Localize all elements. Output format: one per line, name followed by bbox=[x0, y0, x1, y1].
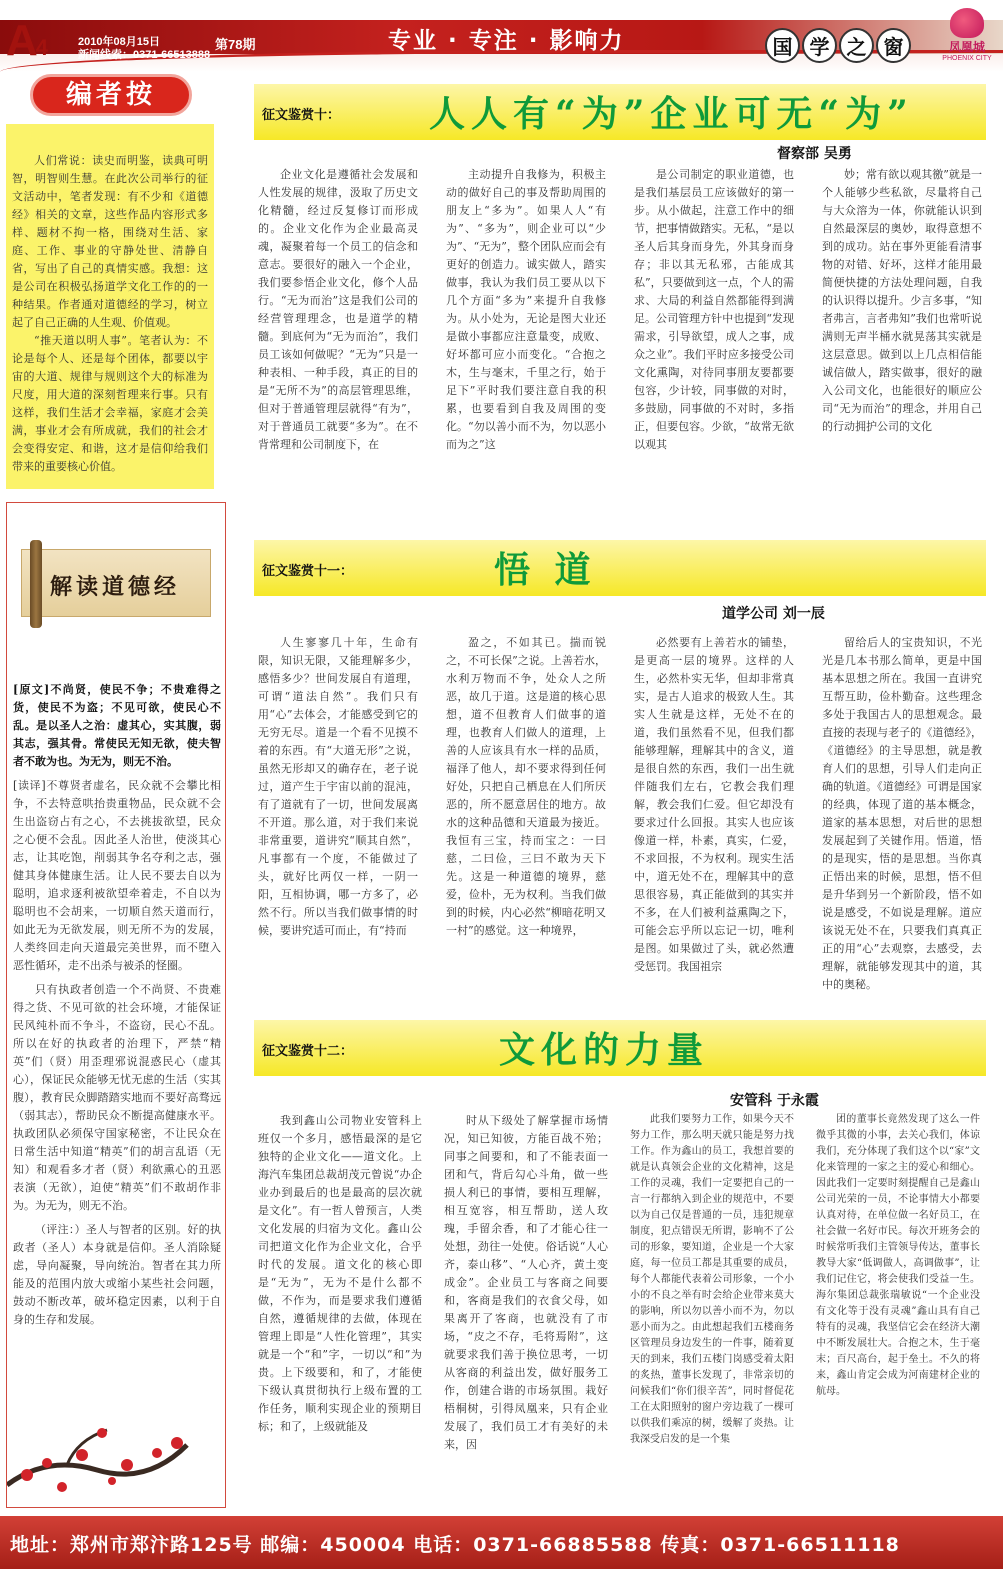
logo-subtitle: PHOENIX CITY bbox=[942, 55, 992, 62]
column-char: 学 bbox=[802, 28, 837, 63]
editor-note-paragraph: “推天道以明人事”。笔者认为：不论是每个人、还是每个团体，都要以宇宙的大道、规律与规则这个大的标准为尺度，用大道的深刻哲理来行事。只有这样，我们生活才会幸福，家庭才会美满，事业才会有所成就，我们的社会才会变得安定、和谐，这才是信仰给我们带来的重要核心价值。 bbox=[12, 334, 208, 473]
article-10-author: 督察部 吴勇 bbox=[777, 146, 852, 162]
article-12-title: 文化的力量 bbox=[499, 1029, 710, 1071]
article-12-header bbox=[254, 1020, 986, 1076]
article-10-title: 人人有“为”企业可无“为” bbox=[429, 93, 914, 135]
article-11-text: 盈之，不如其已。揣而锐之，不可长保”之说。上善若水，水利万物而不争，处众人之所恶，故几于道。这是道的核心思想，道不但教育人们做事的道理，也教育人们做人的道理，上善的人应该具有水一样的品质，福泽了他人，却不要求得到任何好处，只把自己栖息在人们所厌恶的，所不愿意居住的地方。故水的这种品德和天道最为接近。我恒有三宝，持而宝之：一曰慈，二曰俭，三曰不敢为天下先。这是一种道德的境界，慈爱，俭朴，无为权利。当我们做到的时候，内心必然“柳暗花明又一村”的感觉。这一种境界， bbox=[446, 636, 606, 937]
article-12-col bbox=[816, 1112, 980, 1454]
article-11-text: 留给后人的宝贵知识，不光光是几本书那么简单，更是中国基本思想之所在。我国一直讲究互帮互助，俭朴勤奋。这些理念多处于我国古人的思想观念。最直接的表现与老子的《道德经》，《道德经》的主导思想，就是教育人们的思想，引导人们走向正确的轨道。《道德经》可谓是国家的经典，体现了道的基本概念，道家的基本思想，对后世的思想发展起到了关键作用。悟道，悟的是现实，悟的是思想。当你真正悟出来的时候，思想，悟不但是升华到另一个新阶段，悟不如说是感受，不如说是理解。道应该说无处不在，只要我们真真正正的用“心”去观察，去感受，去理解，就能够发现其中的道，其中的奥秘。 bbox=[822, 636, 982, 991]
column-char: 窗 bbox=[876, 28, 911, 63]
column-char: 国 bbox=[765, 28, 800, 63]
article-12-body bbox=[258, 1112, 980, 1454]
article-11-tag: 征文鉴赏十一： bbox=[262, 564, 354, 579]
article-10-text: 主动提升自我修为，积极主动的做好自己的事及帮助周围的朋友上“多为”。如果人人“有为”、“多为”，则企业可以“少为”、“无为”，整个团队应而会有更好的创造力。诚实做人，踏实做事，我认为我们员工要从以下几个方面“多为”来提升自我修为。从小处为，无论是图大业还是做小事都应注意量变，成败、好坏都可应小而变化。“合抱之木，生与毫末，千里之行，始于足下”平时我们要注意自我的积累，也要看到自我及周围的变化。“勿以善小而不为，勿以恶小而为之”这 bbox=[446, 168, 606, 451]
article-10-col bbox=[258, 166, 418, 454]
article-10-col bbox=[634, 166, 794, 454]
article-11-text: 必然要有上善若水的铺垫，是更高一层的境界。这样的人生，必然朴实无华，但却非常真实，是古人追求的极致人生。其实人生就是这样，无处不在的道，我们虽然看不见，但我们都能够理解，理解其中的含义，道是很自然的东西，我们一出生就伴随我们左右，它教会我们理解，教会我们仁爱。但它却没有要求过什么回报。其实人也应该像道一样，朴素，真实，仁爱，不求回报，不为权利。现实生活中，道无处不在，理解其中的意思很容易，真正能做到的其实并不多，在人们被利益熏陶之下，可能会忘乎所以忘记一切，唯利是图。如果做过了头，就必然遭受惩罚。我国祖宗 bbox=[634, 636, 794, 973]
article-12-col bbox=[444, 1112, 608, 1454]
editor-note-box bbox=[6, 124, 214, 489]
article-11-body bbox=[258, 634, 982, 994]
page-num: 4 bbox=[35, 35, 47, 60]
article-11-col bbox=[446, 634, 606, 994]
article-10-header bbox=[254, 84, 986, 140]
issue-date: 2010年08月15日 bbox=[78, 36, 160, 48]
article-12-tag: 征文鉴赏十二： bbox=[262, 1044, 354, 1059]
article-11-col bbox=[634, 634, 794, 994]
issue-info bbox=[78, 36, 210, 62]
plum-blossom-illustration bbox=[7, 1415, 225, 1507]
page-header bbox=[0, 0, 1003, 72]
article-12-author: 安管科 于永霞 bbox=[730, 1093, 819, 1109]
article-12-text: 团的董事长竟然发现了这么一件微乎其微的小事，去关心我们，体谅我们，充分体现了我们这个以“家”文化来管理的一家之主的爱心和细心。因此我们一定要时刻提醒自己是鑫山公司光荣的一员，不论事情大小都要认真对待，在单位做一名好员工，在社会做一名好市民。每次开班务会的时候常听我们主管领导传达，董事长教导大家“低调做人，高调做事”，让我们记住它，将会使我们受益一生。海尔集团总裁张瑞敏说“一个企业没有文化等于没有灵魂”鑫山具有自己特有的灵魂，我坚信它会在经济大潮中不断发展壮大。合抱之木，生于毫末；百尺高台，起于垒土。不久的将来，鑫山肯定会成为河南建材企业的航母。 bbox=[816, 1114, 980, 1397]
article-12-text: 时从下级处了解掌握市场情况，知已知彼，方能百战不殆；同事之间要和，和了不能表面一团和气，背后勾心斗角，做一些损人利已的事情，要相互理解，相互宽容，相互帮助，送人玫瑰，手留余香，和了才能心往一处想，劲往一处使。俗话说“人心齐，泰山移”、“人心齐，黄土变成金”。企业员工与客商之间要和，客商是我们的衣食父母，如果离开了客商，也就没有了市场，“皮之不存，毛将焉附”，这就要求我们善于换位思考，一切从客商的利益出发，做好服务工作，创建合谐的市场氛围。栽好梧桐树，引得凤凰来，只有企业发展了，我们员工才有美好的未来，因 bbox=[444, 1114, 608, 1451]
comment-text: （评注：）圣人与智者的区别。好的执政者（圣人）本身就是信仰。圣人消除疑虑，导向凝聚，导向统治。智者在其力所能及的范围内放大或缩小某些社会问题，鼓动不断改革，破坏稳定因素，以利于自身的生存和发展。 bbox=[13, 1223, 221, 1326]
article-10-col bbox=[446, 166, 606, 454]
phoenix-logo bbox=[938, 8, 996, 62]
article-11-col bbox=[822, 634, 982, 994]
article-12-col bbox=[258, 1112, 422, 1454]
article-12-text: 我到鑫山公司物业安管科上班仅一个多月，感悟最深的是它独特的企业文化——道文化。上海汽车集团总裁胡茂元曾说“办企业办到最后的也是最高的层次就是文化”。有一哲人曾预言，人类文化发展的归宿为文化。鑫山公司把道文化作为企业文化，合乎时代的发展。道文化的核心即是“无为”，无为不是什么都不做，不作为，而是要求我们遵循自然，遵循规律的去做，体现在管理上即是“人性化管理”，其实就是一个“和”字，一切以“和”为贵。上下级要和，和了，才能使下级认真贯彻执行上级布置的工作任务，顺利实现企业的预期目标；和了，上级就能及 bbox=[258, 1114, 422, 1433]
article-10-tag: 征文鉴赏十： bbox=[262, 108, 341, 123]
article-11-text: 人生寥寥几十年，生命有限，知识无限，又能理解多少，感悟多少？世间发展自有道理，可谓“道法自然”。我们只有用“心”去体会，才能感受到它的无穷无尽。道是一个看不见摸不着的东西。有“大道无形”之说，虽然无形却又的确存在，老子说过，道产生于宇宙以前的混沌，有了道就有了一切，世间发展离不开道。那么道，对于我们来说非常重要，道讲究“顺其自然”，凡事都有一个度，不能做过了头，就好比两仅一样，一阴一阳，互相协调，哪一方多了，必然不行。所以当我们做事情的时候，要讲究适可而止，有“持而 bbox=[258, 636, 418, 937]
issue-number: 第78期 bbox=[215, 37, 256, 52]
header-slogan: 专业 · 专注 · 影响力 bbox=[388, 28, 625, 54]
logo-name: 凤凰城 bbox=[948, 40, 985, 54]
original-text: [原文]不尚贤，使民不争；不贵难得之货，使民不为盗；不见可欲，使民心不乱。是以圣人之治：虚其心，实其腹，弱其志，强其骨。常使民无知无欲，使夫智者不敢为也。为无为，则无不治。 bbox=[13, 683, 221, 768]
article-10-text: 企业文化是遵循社会发展和人性发展的规律，汲取了历史文化精髓，经过反复修订而形成的。企业文化作为企业最高灵魂，凝聚着每一个员工的信念和意志。要很好的融入一个企业，我们要参悟企业文化，修个人品行。“无为而治”这是我们公司的经营管理理念，也是道学的精髓。到底何为“无为而治”，我们员工该如何做呢？“无为”只是一种表相、一种手段，真正的目的是“无所不为”的高层管理思维，但对于普通管理层就得“有为”，对于普通员工就要“多为”。在不背常理和公司制度下，在 bbox=[258, 168, 418, 451]
editor-note-paragraph: 人们常说：读史而明鉴，读典可明智，明智则生慧。在此次公司举行的征文活动中，笔者发现：有不少和《道德经》相关的文章，这些作品内容形式多样、题材不拘一格，围绕对生活、家庭、工作、事业的守静处世、清静自省，写出了自己的真情实感。我想：这是公司在积极弘扬道学文化工作的的一种结果。作者通对道德经的学习，树立起了自己正确的人生观、价值观。 bbox=[12, 154, 208, 329]
article-10-body bbox=[258, 166, 982, 454]
contact-footer: 地址：郑州市郑汴路125号 邮编：450004 电话：0371-66885588 传真：0371-66511118 bbox=[0, 1516, 1003, 1569]
page-letter: A bbox=[6, 16, 36, 65]
phoenix-icon bbox=[950, 8, 984, 38]
interpretation-text: 只有执政者创造一个不尚贤、不贵难得之货、不见可欲的社会环境，才能保证民风纯朴而不争斗，不盗窃，民心不乱。所以在好的执政者的治理下，严禁“精英”们（贤）用歪理邪说混惑民心（虚其心），保证民众能够无忧无虑的生活（实其腹），教育民众脚踏踏实地而不要好高骛远（弱其志），帮助民众不断提高健康水平。执政团队必须保守国家秘密，不让民众在日常生活中知道“精英”们的胡言乱语（无知）和观看多才者（贤）利欲熏心的丑恶表演（无欲），迫使“精英”们不敢胡作非为。为无为，则无不治。 bbox=[13, 983, 221, 1212]
translation-text: [读译]不尊贤者虚名，民众就不会攀比相争，不去特意哄抬贵重物品，民众就不会生出盗窃占有之心，不去挑拔欲望，民众之心便不会乱。因此圣人治世，使淡其心志，让其吃饱，削弱其争名夺利之志，强健其身体健康生活。让人民不要去自以为聪明，追求逐利被欲望牵着走，不自以为聪明也不会胡来，一切顺自然天道而行，如此无为无欲发展，则无所不为的发展，人类终回走向天道最完美世界，而不堕入恶性循环，走不出杀与被杀的怪圈。 bbox=[13, 779, 221, 972]
daodejing-text bbox=[13, 681, 221, 1335]
news-hotline: 新闻线索：0371-66513888 bbox=[78, 49, 211, 61]
scroll-title: 解读道德经 bbox=[50, 574, 181, 600]
article-10-text: 是公司制定的职业道德，也是我们基层员工应该做好的第一步。从小做起，注意工作中的细节，把事情做踏实。无私，“是以圣人后其身而身先，外其身而身存；非以其无私邪，古能成其私”，只要做到这一点，个人的需求、大局的利益自然都能得到满足。公司管理方针中也提到“发现需求，引导欲望，成人之事，成众之业”。我们平时应多接受公司文化熏陶，对待同事朋友要都要包容，少计较，同事做的对时，多鼓励，同事做的不对时，多指正，但要包容。少欲，“故常无欲以观其 bbox=[634, 168, 794, 451]
column-char: 之 bbox=[839, 28, 874, 63]
page-number bbox=[6, 16, 46, 66]
article-11-author: 道学公司 刘一辰 bbox=[722, 606, 825, 622]
article-11-title: 悟 道 bbox=[494, 549, 597, 591]
scroll-banner bbox=[21, 549, 211, 617]
article-11-col bbox=[258, 634, 418, 994]
column-title bbox=[765, 28, 911, 63]
article-12-col bbox=[630, 1112, 794, 1454]
article-10-col bbox=[822, 166, 982, 454]
daodejing-sidebar bbox=[6, 502, 226, 1508]
article-11-header bbox=[254, 540, 986, 596]
article-12-text: 此我们要努力工作，如果今天不努力工作，那么明天就只能是努力找工作。作为鑫山的员工，我想首要的就是认真领会企业的文化精神，这是工作的灵魂，我们一定要把自己的一言一行都纳入到企业的规范中，不要以为自己仅是普通的一员，违犯规章制度，犯点错误无所谓，影响不了公司的形象，要知道，企业是一个大家庭，每一位员工都是其重要的成员，每个人都能代表着公司形象，一个小小的不良之举有时会给企业带来莫大的影响，所以勿以善小而不为，勿以恶小而为之。由此想起我们五楼商务区管理员身边发生的一件事，随着夏天的到来，我们五楼门岗感受着太阳的炙热，董事长发现了，非常亲切的问候我们“你们很辛苦”，同时督促花工在太阳照射的窗户旁边栽了一棵可以供我们乘凉的树，缓解了炎热。让我深受启发的是一个集 bbox=[630, 1114, 794, 1445]
article-10-text: 妙；常有欲以观其徼”就是一个人能够少些私欲，尽量将自己与大众溶为一体，你就能认识到自然最深层的奥妙，取得意想不到的成功。站在事外更能看清事物的对错、好坏，这样才能用最简便快捷的方法处理问题，自我的认识得以提升。少言多事，“知者弗言，言者弗知”我们也常听说满则无声半桶水就晃荡其实就是这层意思。做到以上几点相信能诚信做人，踏实做事，很好的融入公司文化，也能很好的顺应公司“无为而治”的理念，并用自己的行动拥护公司的文化 bbox=[822, 168, 982, 433]
editor-note-title: 编者按 bbox=[30, 74, 192, 116]
